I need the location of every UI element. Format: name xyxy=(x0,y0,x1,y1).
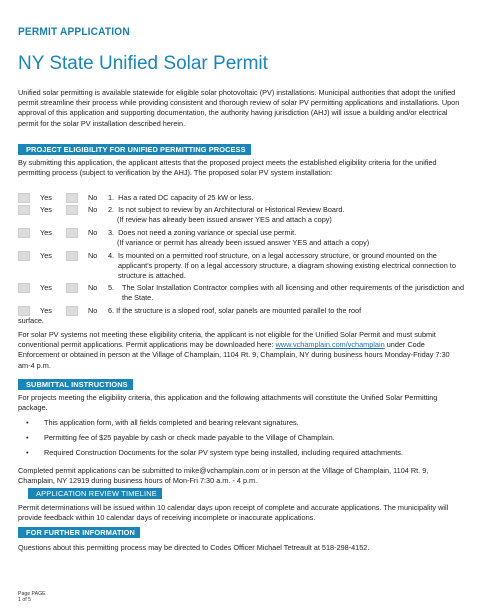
no-label: No xyxy=(88,228,98,237)
criterion-number: 1. xyxy=(108,193,115,202)
no-checkbox-6[interactable] xyxy=(66,306,78,316)
no-checkbox-3[interactable] xyxy=(66,228,78,238)
yes-checkbox-5[interactable] xyxy=(18,283,30,293)
yes-checkbox-1[interactable] xyxy=(18,193,30,203)
no-checkbox-5[interactable] xyxy=(66,283,78,293)
criterion-statement: Has a rated DC capacity of 25 kW or less. xyxy=(118,193,254,202)
yes-label: Yes xyxy=(40,251,52,260)
criterion-row-3 xyxy=(18,228,464,248)
yes-label: Yes xyxy=(40,228,52,237)
bullet-symbol: • xyxy=(26,433,29,443)
list-item xyxy=(18,418,464,428)
criterion-text-1 xyxy=(108,193,464,203)
review-heading: APPLICATION REVIEW TIMELINE xyxy=(28,488,162,499)
criterion-text-5 xyxy=(108,283,464,303)
criterion-text-4 xyxy=(108,251,464,281)
criterion-number: 6. xyxy=(108,306,115,315)
further-info-heading: FOR FURTHER INFORMATION xyxy=(18,527,140,538)
criterion-statement: Is mounted on a permitted roof structure, on a legal accessory structure, or ground mounted on the applicant's property. If on a legal accessory structure, a diagram showing existing electrical connection to structure is attached. xyxy=(118,251,456,280)
bullet-text: This application form, with all fields completed and bearing relevant signatures. xyxy=(44,418,299,427)
no-checkbox-2[interactable] xyxy=(66,205,78,215)
bullet-symbol: • xyxy=(26,448,29,458)
yes-label: Yes xyxy=(40,193,52,202)
list-item xyxy=(18,448,464,458)
header-label: PERMIT APPLICATION xyxy=(18,26,130,38)
criterion-number: 2. xyxy=(108,205,115,214)
download-link[interactable]: www.vchamplain.com/vchamplain xyxy=(275,340,385,350)
yes-checkbox-6[interactable] xyxy=(18,306,30,316)
criterion-row-2 xyxy=(18,205,464,225)
no-label: No xyxy=(88,306,98,315)
submittal-lead: For projects meeting the eligibility criteria, this application and the following attachments will constitute the Unified Solar Permitting package. xyxy=(18,393,438,413)
no-label: No xyxy=(88,193,98,202)
submittal-heading: SUBMITTAL INSTRUCTIONS xyxy=(18,379,133,390)
criterion-number: 3. xyxy=(108,228,115,237)
eligibility-note-text: For solar PV systems not meeting these eligibility criteria, the applicant is not eligible for the Unified Solar Permit and must submit conventional permit applications. Permit applications may be downloaded here: xyxy=(18,330,436,350)
page-footer xyxy=(18,591,46,603)
page-count: 1 of 5 xyxy=(18,597,31,603)
criterion-text-3 xyxy=(108,228,464,248)
criterion-note: (If review has already been issued answer YES and attach a copy) xyxy=(117,215,332,224)
further-info-text: Questions about this permitting process may be directed to Codes Officer Michael Tetreault at 518-298-4152. xyxy=(18,543,370,552)
bullet-text: Permitting fee of $25 payable by cash or check made payable to the Village of Champlain. xyxy=(44,433,335,443)
eligibility-note-tail: under Code Enforcement or obtained in person at the Village of Champlain, 1104 Rt. 9, Champlain, NY during business hours Monday-Friday 7:30 am-4 p.m. xyxy=(18,340,450,370)
yes-checkbox-2[interactable] xyxy=(18,205,30,215)
yes-label: Yes xyxy=(40,205,52,214)
criterion-number: 5. xyxy=(108,283,115,292)
bullet-text: Required Construction Documents for the solar PV system type being installed, including required attachments. xyxy=(44,448,403,458)
review-text: Permit determinations will be issued within 10 calendar days upon receipt of complete and accurate applications. The municipality will provide feedback within 10 calendar days of receiving incomplete or inaccurate applications. xyxy=(18,503,449,523)
criterion-note: (If variance or permit has already been issued answer YES and attach a copy) xyxy=(117,238,370,247)
no-label: No xyxy=(88,251,98,260)
no-checkbox-4[interactable] xyxy=(66,251,78,261)
criterion-statement: The Solar Installation Contractor complies with all licensing and other requirements of the jurisdiction and the State. xyxy=(122,283,464,302)
yes-label: Yes xyxy=(40,283,52,292)
criterion-overflow: surface. xyxy=(18,316,44,325)
no-label: No xyxy=(88,283,98,292)
page-title: NY State Unified Solar Permit xyxy=(18,53,268,74)
criterion-statement: Is not subject to review by an Architectural or Historical Review Board. xyxy=(118,205,345,214)
eligibility-note xyxy=(18,330,464,371)
criterion-row-6 xyxy=(18,306,464,326)
list-item xyxy=(18,433,464,443)
page-label: Page PAGE xyxy=(18,591,46,597)
criterion-row-1 xyxy=(18,193,464,203)
criterion-row-4 xyxy=(18,251,464,281)
no-label: No xyxy=(88,205,98,214)
criterion-statement: If the structure is a sloped roof, solar panels are mounted parallel to the roof xyxy=(116,306,362,315)
intro-paragraph: Unified solar permitting is available statewide for eligible solar photovoltaic (PV) installations. Municipal authorities that adopt the unified permit streamline their process while providing consistent and thorough review of solar PV permitting applications and installations. Upon approval of this application and supporting documentation, the authority having jurisdiction (AHJ) will issue a building and/or electrical permit for the solar PV installation described herein. xyxy=(18,88,460,128)
criterion-number: 4. xyxy=(108,251,115,260)
criterion-text-2 xyxy=(108,205,464,225)
yes-label: Yes xyxy=(40,306,52,315)
submittal-closing: Completed permit applications can be submitted to mike@vchamplain.com or in person at the Village of Champlain, 1104 Rt. 9, Champlain, NY 12919 during business hours of Mon-Fri 7:30 a.m. - 4 p.m. xyxy=(18,466,429,486)
yes-checkbox-4[interactable] xyxy=(18,251,30,261)
eligibility-lead: By submitting this application, the applicant attests that the proposed project meets the established eligibility criteria for the unified permitting process (subject to verification by the AHJ). The proposed solar PV system installation: xyxy=(18,158,437,178)
no-checkbox-1[interactable] xyxy=(66,193,78,203)
eligibility-heading: PROJECT ELIGIBILITY FOR UNIFIED PERMITTING PROCESS xyxy=(18,144,251,155)
criterion-row-5 xyxy=(18,283,464,303)
submittal-bullet-list xyxy=(18,418,464,464)
criterion-statement: Does not need a zoning variance or special use permit. xyxy=(118,228,297,237)
criterion-text-6 xyxy=(108,306,464,316)
bullet-symbol: • xyxy=(26,418,29,427)
yes-checkbox-3[interactable] xyxy=(18,228,30,238)
